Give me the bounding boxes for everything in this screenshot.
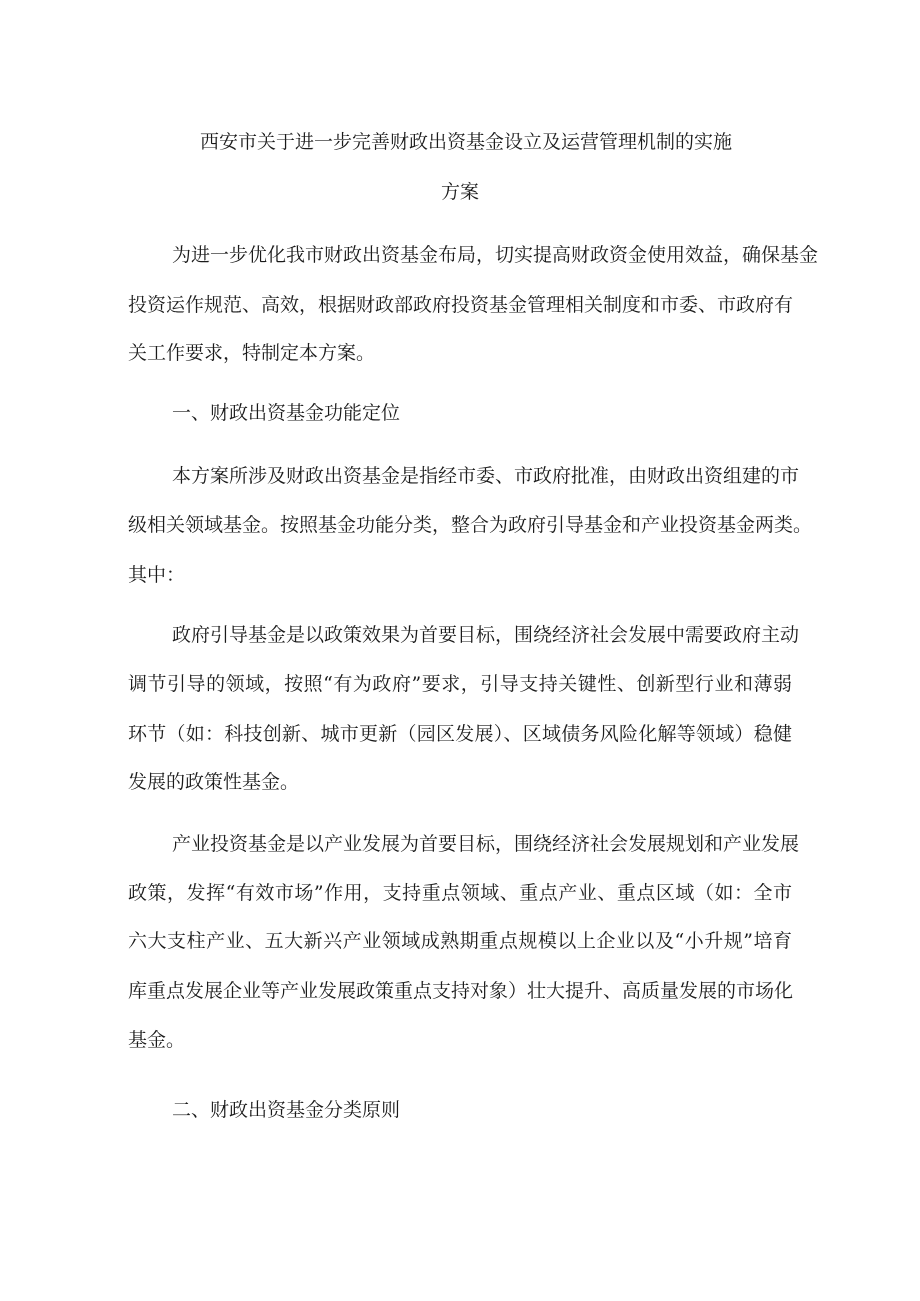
intro-line: 为进一步优化我市财政出资基金布局，切实提高财政资金使用效益，确保基金 (172, 244, 819, 266)
section1-para2-line: 调节引导的领域，按照“有为政府”要求，引导支持关键性、创新型行业和薄弱 (128, 673, 792, 695)
section1-para3-line: 产业投资基金是以产业发展为首要目标，围绕经济社会发展规划和产业发展 (172, 833, 800, 855)
section1-para2-line: 发展的政策性基金。 (128, 771, 300, 793)
document-title-line-2: 方案 (440, 181, 479, 203)
section-heading-1: 一、财政出资基金功能定位 (172, 402, 401, 424)
section1-para3-line: 政策，发挥“有效市场”作用，支持重点领域、重点产业、重点区域（如：全市 (128, 882, 792, 904)
section1-para3-line: 库重点发展企业等产业发展政策重点支持对象）壮大提升、高质量发展的市场化 (128, 980, 794, 1002)
section1-para1-line: 其中： (128, 564, 186, 586)
document-title-line-1: 西安市关于进一步完善财政出资基金设立及运营管理机制的实施 (200, 131, 733, 153)
section1-para2-line: 环节（如：科技创新、城市更新（园区发展）、区域债务风险化解等领域）稳健 (128, 723, 792, 745)
section-heading-2: 二、财政出资基金分类原则 (172, 1099, 401, 1121)
intro-line: 关工作要求，特制定本方案。 (128, 342, 376, 364)
section1-para3-line: 六大支柱产业、五大新兴产业领域成熟期重点规模以上企业以及“小升规”培育 (128, 930, 792, 952)
section1-para1-line: 级相关领域基金。按照基金功能分类，整合为政府引导基金和产业投资基金两类。 (128, 514, 813, 536)
section1-para1-line: 本方案所涉及财政出资基金是指经市委、市政府批准，由财政出资组建的市 (172, 465, 800, 487)
section1-para2-line: 政府引导基金是以政策效果为首要目标，围绕经济社会发展中需要政府主动 (172, 624, 800, 646)
intro-line: 投资运作规范、高效，根据财政部政府投资基金管理相关制度和市委、市政府有 (128, 294, 794, 316)
section1-para3-line: 基金。 (128, 1029, 186, 1051)
